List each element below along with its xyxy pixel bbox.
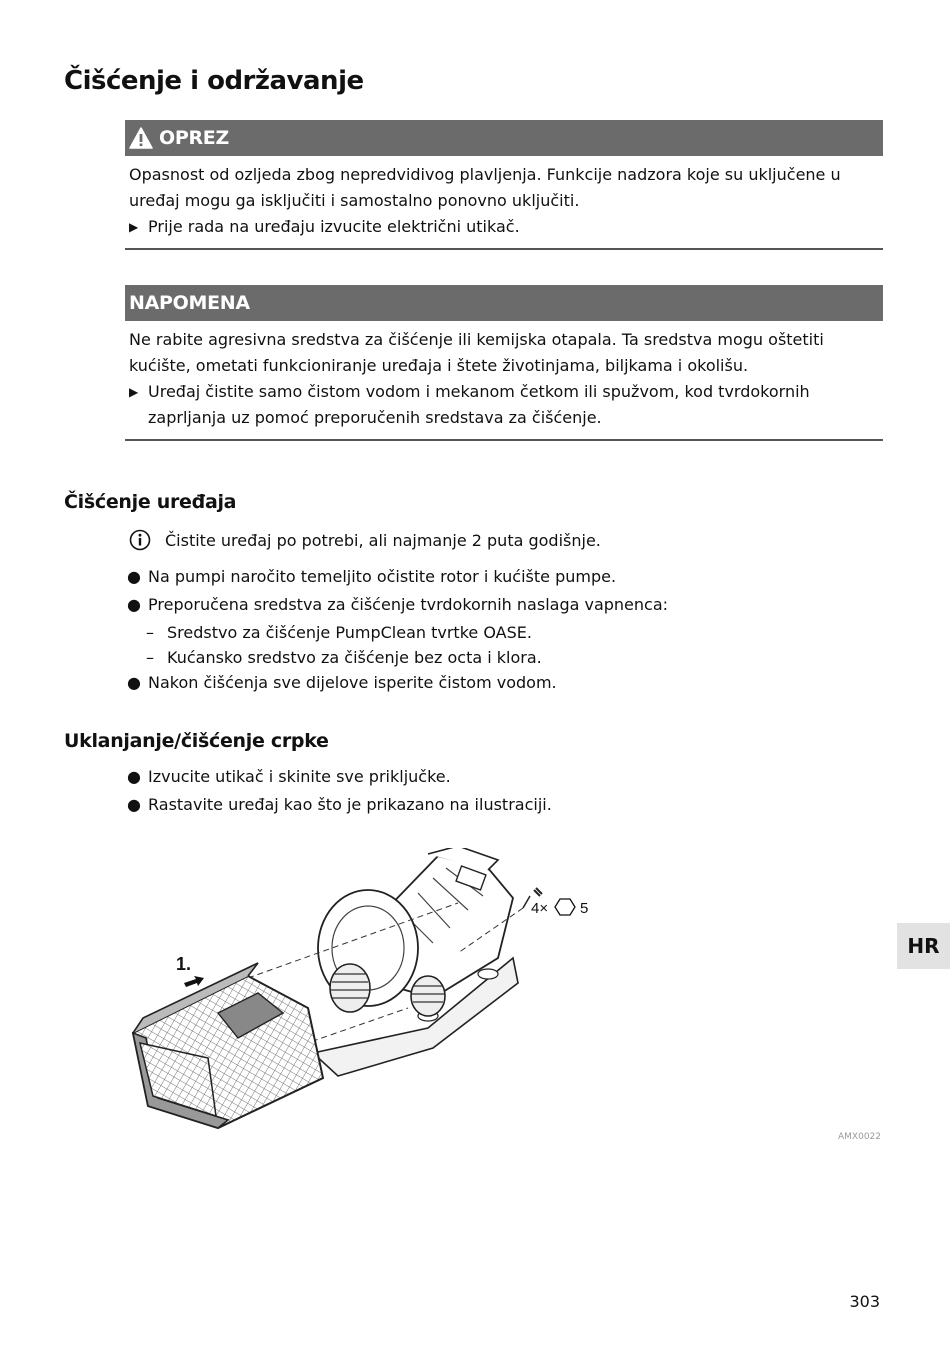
notice-box	[125, 285, 883, 441]
caution-header	[125, 120, 883, 156]
pump-removal-list	[127, 764, 867, 820]
illustration-code: AMX0022	[838, 1132, 881, 1142]
screw-count: 4×	[531, 900, 549, 917]
notice-label: NAPOMENA	[129, 292, 250, 314]
caution-label: OPREZ	[159, 127, 229, 149]
warning-icon	[129, 127, 153, 149]
caution-text: Opasnost od ozljeda zbog nepredvidivog plavljenja. Funkcije nadzora koje su uključene u uređaj mogu ga isključiti i samostalno ponovno uključiti.	[129, 165, 841, 210]
notice-step	[129, 379, 879, 431]
notice-text: Ne rabite agresivna sredstva za čišćenje ili kemijska otapala. Ta sredstva mogu oštetiti kućište, ometati funkcioniranje uređaja i štete životinjama, biljkama i okolišu.	[129, 330, 824, 375]
info-icon	[129, 529, 151, 551]
info-text: Čistite uređaj po potrebi, ali najmanje 2 puta godišnje.	[165, 530, 601, 550]
direction-arrow-icon	[184, 976, 204, 987]
bullet-icon: ●	[127, 795, 141, 814]
bullet-icon: ●	[127, 595, 141, 614]
caution-box	[125, 120, 883, 250]
list-item: ● Rastavite uređaj kao što je prikazano na ilustraciji.	[127, 792, 867, 820]
cleaning-list	[127, 564, 867, 698]
dash-icon: –	[146, 623, 154, 642]
list-item: ● Preporučena sredstva za čišćenje tvrdokornih naslaga vapnenca:	[127, 592, 867, 620]
bullet-icon: ●	[127, 567, 141, 586]
list-item: ● Izvucite utikač i skinite sve priključke.	[127, 764, 867, 792]
dash-icon: –	[146, 648, 154, 667]
prefilter-cage	[133, 963, 323, 1128]
section-title-cleaning: Čišćenje uređaja	[64, 491, 237, 513]
hex-key-icon	[555, 899, 575, 915]
notice-header	[125, 285, 883, 321]
page-number: 303	[849, 1292, 880, 1311]
step-arrow-icon: ▶	[129, 385, 139, 399]
step-label: 1.	[176, 954, 192, 974]
step-arrow-icon: ▶	[129, 220, 139, 234]
caution-step-text: Prije rada na uređaju izvucite električni utikač.	[148, 217, 520, 236]
tool-size: 5	[580, 900, 589, 917]
sub-list-item: – Kućansko sredstvo za čišćenje bez octa i klora.	[127, 645, 867, 670]
section-title-pump-removal: Uklanjanje/čišćenje crpke	[64, 730, 329, 752]
bullet-icon: ●	[127, 673, 141, 692]
sub-list-item: – Sredstvo za čišćenje PumpClean tvrtke OASE.	[127, 620, 867, 645]
page-title: Čišćenje i održavanje	[64, 66, 364, 96]
bullet-icon: ●	[127, 767, 141, 786]
notice-step-text: Uređaj čistite samo čistom vodom i mekanom četkom ili spužvom, kod tvrdokornih zaprljanja uz pomoć preporučenih sredstava za čišćenje.	[148, 382, 810, 427]
info-note	[129, 529, 601, 551]
pump-disassembly-illustration	[128, 848, 608, 1138]
caution-step	[129, 214, 879, 240]
list-item: ● Na pumpi naročito temeljito očistite rotor i kućište pumpe.	[127, 564, 867, 592]
language-tab: HR	[897, 923, 950, 969]
list-item: ● Nakon čišćenja sve dijelove isperite čistom vodom.	[127, 670, 867, 698]
